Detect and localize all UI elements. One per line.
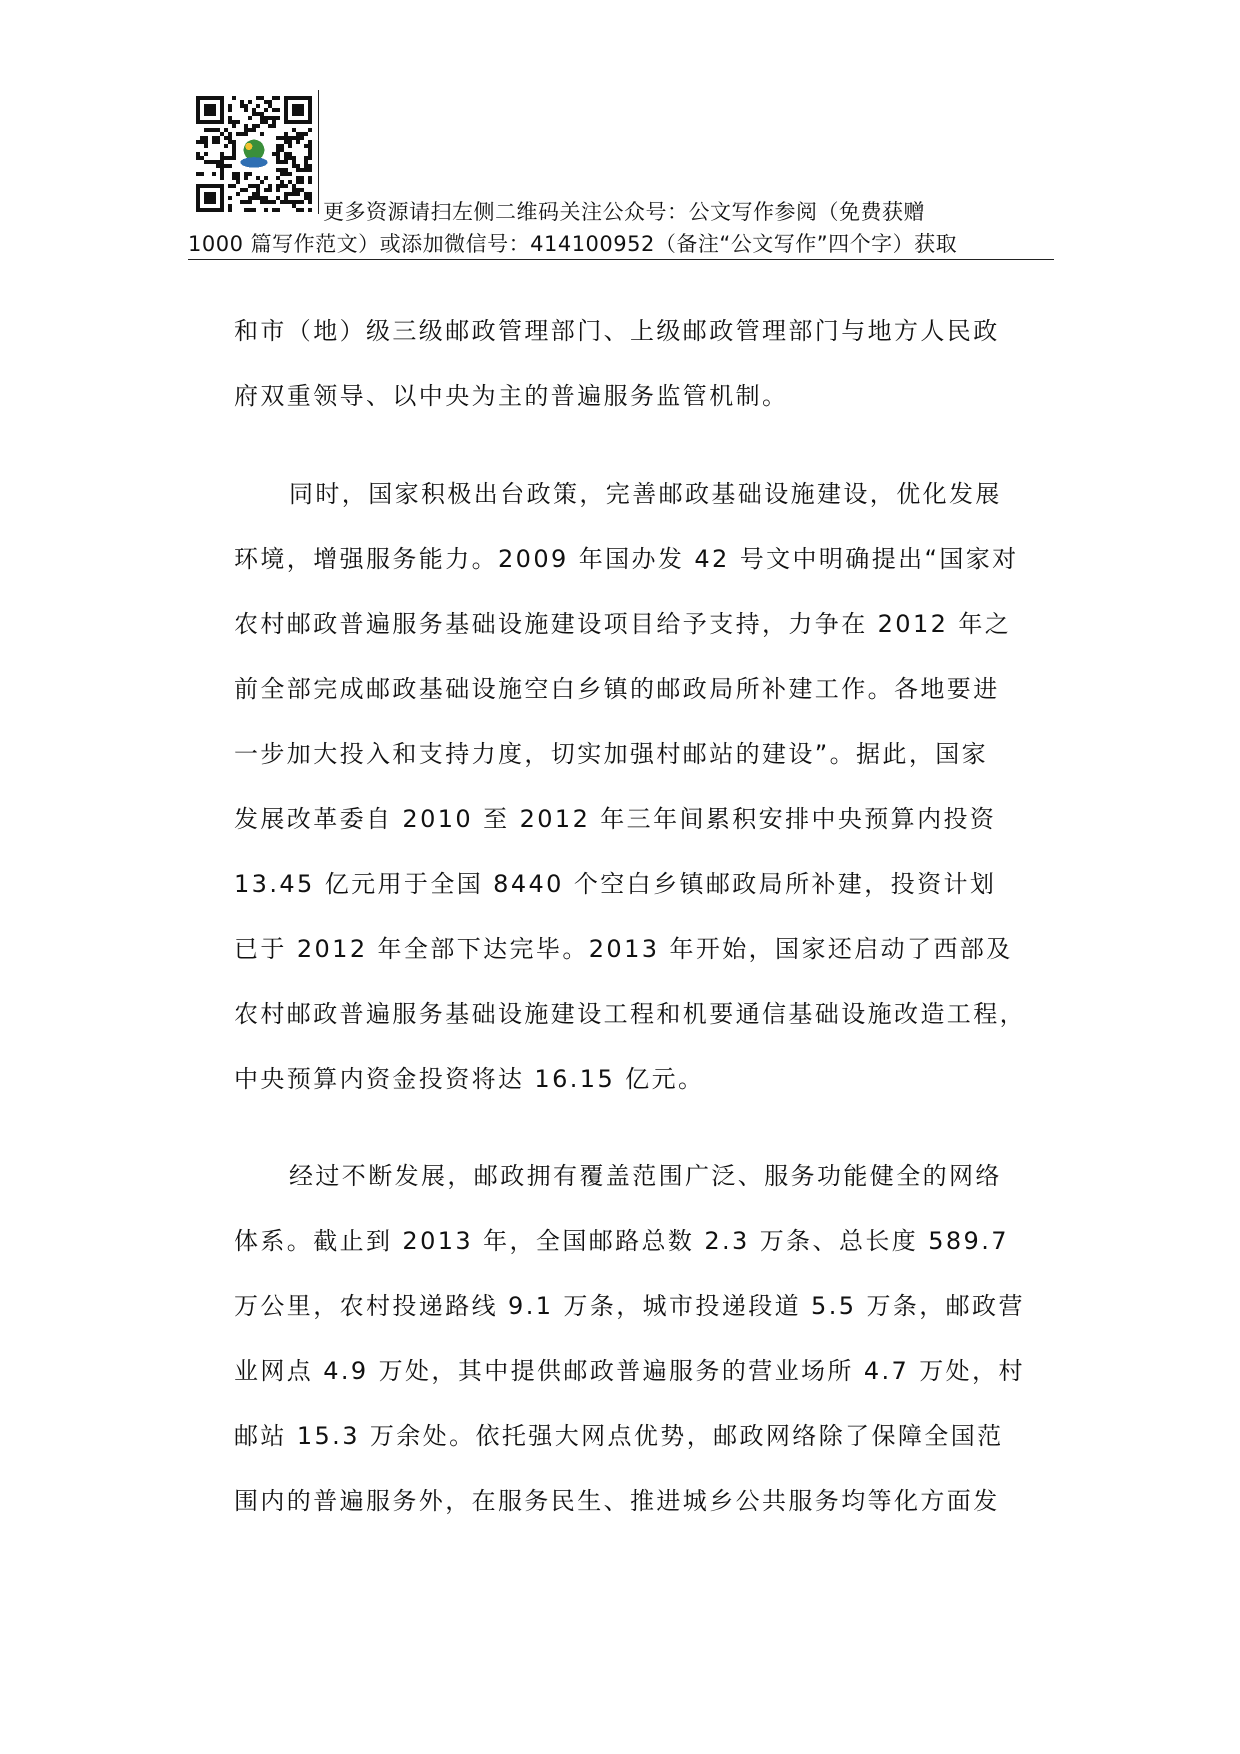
paragraph-line: 业网点 4.9 万处，其中提供邮政普遍服务的营业场所 4.7 万处，村: [234, 1357, 1025, 1385]
paragraph-line: 一步加大投入和支持力度，切实加强村邮站的建设”。据此，国家: [234, 740, 989, 768]
paragraph-line: 环境，增强服务能力。2009 年国办发 42 号文中明确提出“国家对: [234, 545, 1019, 573]
paragraph-line: 邮站 15.3 万余处。依托强大网点优势，邮政网络除了保障全国范: [234, 1422, 1004, 1450]
paragraph-line: 万公里，农村投递路线 9.1 万条，城市投递段道 5.5 万条，邮政营: [234, 1292, 1025, 1320]
paragraph-line: 府双重领导、以中央为主的普遍服务监管机制。: [234, 382, 789, 410]
paragraph-line: 中央预算内资金投资将达 16.15 亿元。: [234, 1065, 705, 1093]
paragraph-line: 围内的普遍服务外，在服务民生、推进城乡公共服务均等化方面发: [234, 1487, 1000, 1515]
paragraph-line: 发展改革委自 2010 至 2012 年三年间累积安排中央预算内投资: [234, 805, 997, 833]
paragraph-line: 农村邮政普遍服务基础设施建设工程和机要通信基础设施改造工程，: [234, 1000, 1026, 1028]
paragraph-line: 体系。截止到 2013 年，全国邮路总数 2.3 万条、总长度 589.7: [234, 1227, 1009, 1255]
header-notice-line-2: 1000 篇写作范文）或添加微信号：414100952（备注“公文写作”四个字）获取: [188, 232, 958, 256]
paragraph-line: 13.45 亿元用于全国 8440 个空白乡镇邮政局所补建，投资计划: [234, 870, 997, 898]
paragraph-line: 和市（地）级三级邮政管理部门、上级邮政管理部门与地方人民政: [234, 317, 1000, 345]
paragraph-line: 农村邮政普遍服务基础设施建设项目给予支持，力争在 2012 年之: [234, 610, 1012, 638]
paragraph-line: 前全部完成邮政基础设施空白乡镇的邮政局所补建工作。各地要进: [234, 675, 1000, 703]
paragraph-line: 已于 2012 年全部下达完毕。2013 年开始，国家还启动了西部及: [234, 935, 1013, 963]
paragraph-line: 同时，国家积极出台政策，完善邮政基础设施建设，优化发展: [289, 480, 1002, 508]
header-notice-line-1: 更多资源请扫左侧二维码关注公众号：公文写作参阅（免费获赠: [323, 200, 925, 224]
paragraph-line: 经过不断发展，邮政拥有覆盖范围广泛、服务功能健全的网络: [289, 1162, 1002, 1190]
